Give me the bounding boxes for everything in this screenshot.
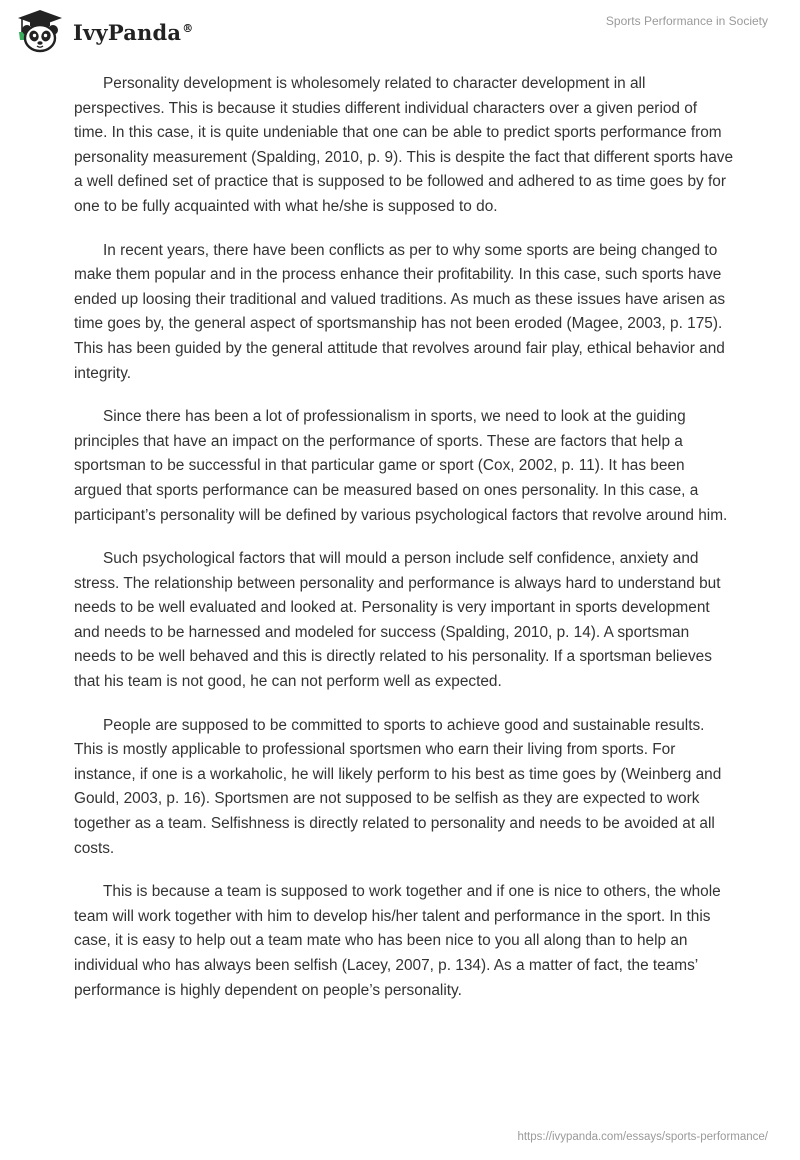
panda-graduate-icon: [14, 8, 66, 54]
ivypanda-logo[interactable]: [14, 8, 193, 54]
paragraph-1: Personality development is wholesomely related to character development in all perspectives. This is because it studies different individual characters over a given period of time. In this case, it is quite undeniable that one can be able to predict sports performance from personality measurement (Spalding, 2010, p. 9). This is despite the fact that different sports have a well defined set of practice that is supposed to be followed and adhered to as time goes by for one to be fully acquainted with what he/she is supposed to do.: [74, 75, 734, 215]
paragraph-2: In recent years, there have been conflicts as per to why some sports are being changed to make them popular and in the process enhance their profitability. In this case, such sports have ended up loosing their traditional and valued traditions. As much as these issues have arisen as time goes by, the general aspect of sportsmanship has not been eroded (Magee, 2003, p. 175). This has been guided by the general attitude that revolves around fair play, ethical behavior and integrity.: [74, 241, 726, 382]
brand-name-text: IvyPanda: [73, 19, 182, 45]
paragraph-3: Since there has been a lot of professionalism in sports, we need to look at the guiding principles that have an impact on the performance of sports. These are factors that help a sportsman to be successful in that particular game or sport (Cox, 2002, p. 11). It has been argued that sports performance can be measured based on ones personality. In this case, a participant’s personality will be defined by various psychological factors that revolve around him.: [74, 408, 728, 524]
paragraph-4: Such psychological factors that will mould a person include self confidence, anxiety and stress. The relationship between personality and performance is always hard to understand but needs to be well evaluated and looked at. Personality is very important in sports development and needs to be harnessed and modeled for success (Spalding, 2010, p. 14). A sportsman needs to be well behaved and this is directly related to his personality. If a sportsman believes that his team is not good, he can not perform well as expected.: [74, 550, 721, 691]
brand-name: [73, 20, 193, 45]
page-header: [0, 0, 800, 60]
essay-body: [74, 72, 734, 1022]
paragraph-5: People are supposed to be committed to sports to achieve good and sustainable results. This is mostly applicable to professional sportsmen who earn their living from sports. For instance, if one is a workaholic, he will likely perform to his best as time goes by (Weinberg and Gould, 2003, p. 16). Sportsmen are not supposed to be selfish as they are expected to work together as a team. Selfishness is directly related to personality and needs to be avoided at all costs.: [74, 716, 722, 857]
source-url-link[interactable]: https://ivypanda.com/essays/sports-performance/: [517, 1131, 768, 1143]
paragraph-6: This is because a team is supposed to work together and if one is nice to others, the whole team will work together with him to develop his/her talent and performance in the sport. In this case, it is easy to help out a team mate who has been nice to you all along than to help an individual who has always been selfish (Lacey, 2007, p. 134). As a matter of fact, the teams’ performance is highly dependent on people’s personality.: [74, 883, 721, 999]
document-title: Sports Performance in Society: [605, 14, 768, 28]
registered-mark: ®: [182, 21, 194, 35]
